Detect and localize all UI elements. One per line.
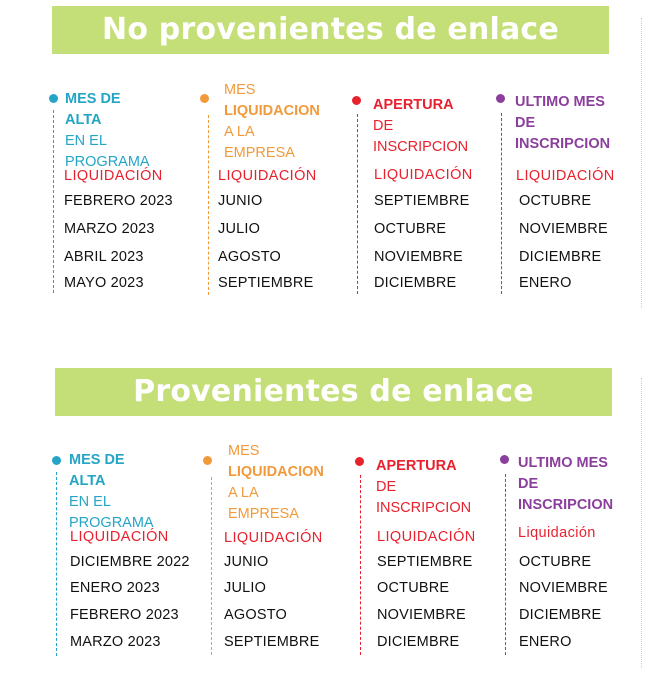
list-item: ENERO [519,634,572,650]
red-dot-icon [352,96,361,105]
header-bold: APERTURA [373,97,454,113]
list-item: AGOSTO [218,249,281,265]
list-item: DICIEMBRE 2022 [70,554,190,570]
purple-dot-icon [496,94,505,103]
list-item: DICIEMBRE [374,275,457,291]
header-line: MES [224,82,256,98]
list-item: SEPTIEMBRE [224,634,320,650]
section-title-enlace: Provenientes de enlace [55,368,612,416]
list-item: MARZO 2023 [70,634,161,650]
liquidacion-label: LIQUIDACIÓN [374,167,473,183]
column-divider [501,113,502,294]
liquidacion-label: LIQUIDACIÓN [224,530,323,546]
list-item: ENERO 2023 [70,580,160,596]
orange-dot-icon [203,456,212,465]
list-item: OCTUBRE [519,554,592,570]
header-line: MES [228,443,260,459]
list-item: DICIEMBRE [519,607,602,623]
header-line: EN EL [69,494,111,510]
column-header [69,450,154,534]
header-line: PROGRAMA [69,515,154,531]
list-item: JUNIO [224,554,269,570]
list-item: DICIEMBRE [377,634,460,650]
list-item: OCTUBRE [519,193,592,209]
column-divider [505,474,506,655]
header-line: DE [515,115,536,131]
column-header [224,80,320,164]
list-item: MAYO 2023 [64,275,144,291]
header-line: INSCRIPCION [515,136,611,152]
list-item: OCTUBRE [374,221,447,237]
list-item: SEPTIEMBRE [374,193,470,209]
liquidacion-label: Liquidación [518,525,596,541]
header-line: PROGRAMA [65,154,150,170]
column-header [373,95,468,158]
liquidacion-label: LIQUIDACIÓN [64,168,163,184]
header-bold: LIQUIDACION [228,464,324,480]
list-item: FEBRERO 2023 [70,607,179,623]
list-item: NOVIEMBRE [377,607,466,623]
column-divider [56,472,57,656]
edge-dots-1 [641,18,642,308]
column-header [376,456,471,519]
header-inline: DE [373,118,394,134]
header-line: EN EL [65,133,107,149]
list-item: NOVIEMBRE [519,221,608,237]
header-line: ULTIMO MES [515,94,605,110]
blue-dot-icon [52,456,61,465]
header-line: ULTIMO MES [518,455,608,471]
header-line: A LA [228,485,259,501]
column-header [65,89,150,173]
list-item: SEPTIEMBRE [377,554,473,570]
list-item: FEBRERO 2023 [64,193,173,209]
list-item: NOVIEMBRE [374,249,463,265]
liquidacion-label: LIQUIDACIÓN [377,529,476,545]
blue-dot-icon [49,94,58,103]
header-bold: APERTURA [376,458,457,474]
header-bold: MES DE ALTA [69,452,125,489]
section-title-no-enlace: No provenientes de enlace [52,6,609,54]
header-line: EMPRESA [228,506,299,522]
purple-dot-icon [500,455,509,464]
column-divider [360,475,361,655]
list-item: ABRIL 2023 [64,249,144,265]
column-divider [53,110,54,293]
list-item: JUNIO [218,193,263,209]
orange-dot-icon [200,94,209,103]
list-item: JULIO [218,221,261,237]
list-item: JULIO [224,580,267,596]
liquidacion-label: LIQUIDACIÓN [218,168,317,184]
edge-dots-2 [641,378,642,668]
column-divider [211,477,212,655]
column-header [515,92,610,155]
list-item: ENERO [519,275,572,291]
header-bold: MES DE ALTA [65,91,121,128]
red-dot-icon [355,457,364,466]
header-line: INSCRIPCION [518,497,614,513]
header-inline: DE [376,479,397,495]
list-item: OCTUBRE [377,580,450,596]
list-item: DICIEMBRE [519,249,602,265]
header-line: A LA [224,124,255,140]
liquidacion-label: LIQUIDACIÓN [516,168,615,184]
header-bold: LIQUIDACION [224,103,320,119]
column-header [228,441,324,525]
list-item: AGOSTO [224,607,287,623]
header-line: INSCRIPCION [376,500,472,516]
liquidacion-label: LIQUIDACIÓN [70,529,169,545]
list-item: MARZO 2023 [64,221,155,237]
header-line: DE [518,476,539,492]
column-divider [357,114,358,294]
list-item: NOVIEMBRE [519,580,608,596]
column-header [518,453,613,516]
header-line: INSCRIPCION [373,139,469,155]
column-divider [208,115,209,295]
list-item: SEPTIEMBRE [218,275,314,291]
header-line: EMPRESA [224,145,295,161]
